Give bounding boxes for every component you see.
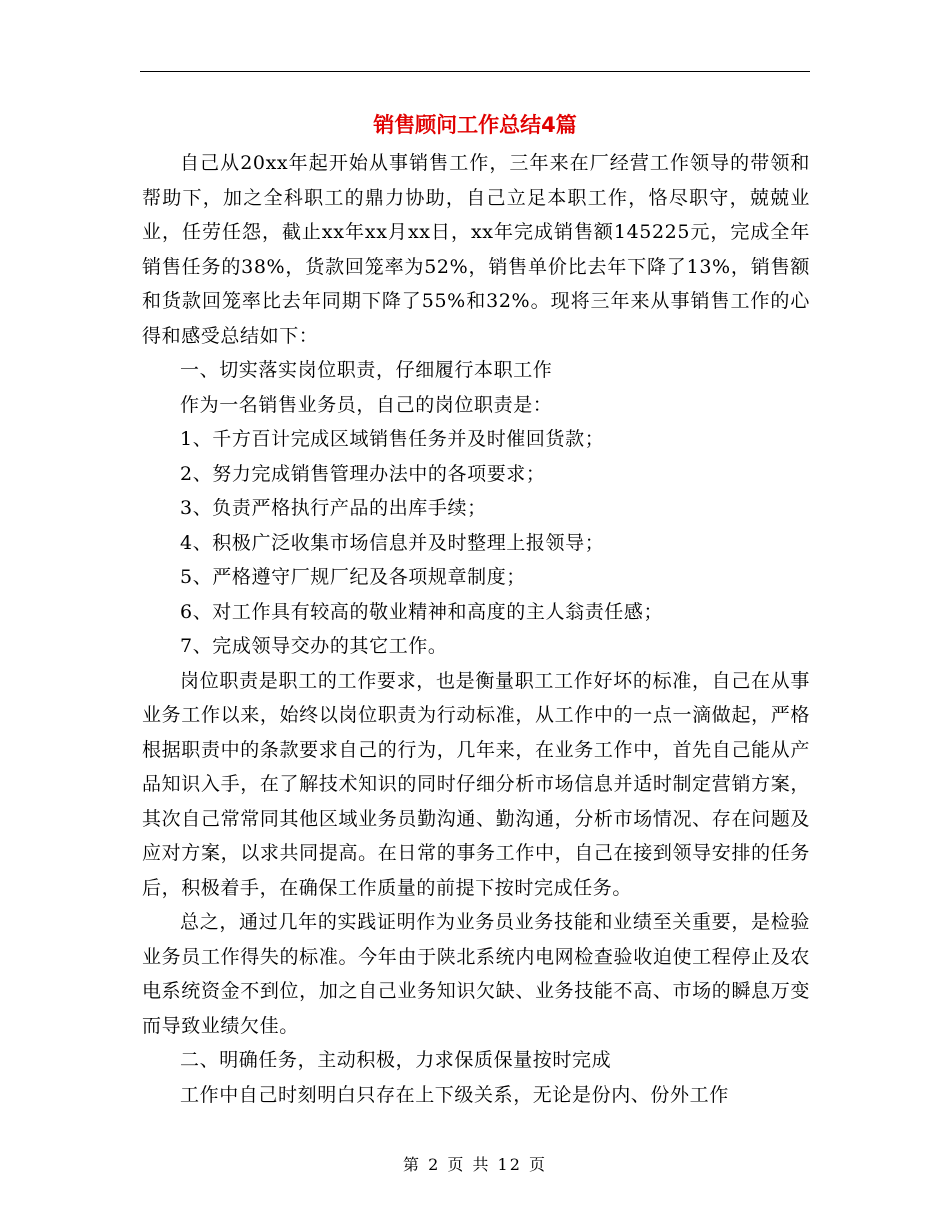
paragraph-intro: 自己从20xx年起开始从事销售工作，三年来在厂经营工作领导的带领和帮助下，加之全科职工的鼎力协助，自己立足本职工作，恪尽职守，兢兢业业，任劳任怨，截止xx年xx月xx日，xx年完成销售额145225元，完成全年销售任务的38%，货款回笼率为52%，销售单价比去年下降了13%，销售额和货款回笼率比去年同期下降了55%和32%。现将三年来从事销售工作的心得和感受总结如下： [142,152,810,347]
list-item-duty-5: 5、严格遵守厂规厂纪及各项规章制度； [180,566,526,588]
paragraph-continued: 工作中自己时刻明白只存在上下级关系，无论是份内、份外工作 [180,1083,729,1106]
page-number-footer: 第 2 页 共 12 页 [403,1155,547,1174]
list-item-duty-3: 3、负责严格执行产品的出库手续； [180,497,487,519]
document-title: 销售顾问工作总结4篇 [373,113,577,137]
list-item-duty-6: 6、对工作具有较高的敬业精神和高度的主人翁责任感； [180,600,664,623]
list-item-duty-7: 7、完成领导交办的其它工作。 [180,635,448,657]
section-heading-1: 一、切实落实岗位职责，仔细履行本职工作 [180,359,553,381]
document-body [142,146,810,1112]
list-item-duty-2: 2、努力完成销售管理办法中的各项要求； [180,462,546,485]
header-rule [140,71,810,72]
section-heading-2: 二、明确任务，主动积极，力求保质保量按时完成 [180,1049,612,1071]
paragraph-summary: 总之，通过几年的实践证明作为业务员业务技能和业绩至关重要，是检验业务员工作得失的标准。今年由于陕北系统内电网检查验收迫使工程停止及农电系统资金不到位，加之自己业务知识欠缺、业务技能不高、市场的瞬息万变而导致业绩欠佳。 [142,911,810,1037]
list-item-duty-4: 4、积极广泛收集市场信息并及时整理上报领导； [180,531,605,554]
paragraph-duties-standard: 岗位职责是职工的工作要求，也是衡量职工工作好坏的标准，自己在从事业务工作以来，始终以岗位职责为行动标准，从工作中的一点一滴做起，严格根据职责中的条款要求自己的行为，几年来，在业务工作中，首先自己能从产品知识入手，在了解技术知识的同时仔细分析市场信息并适时制定营销方案，其次自己常常同其他区域业务员勤沟通、勤沟通，分析市场情况、存在问题及应对方案，以求共同提高。在日常的事务工作中，自己在接到领导安排的任务后，积极着手，在确保工作质量的前提下按时完成任务。 [142,669,810,899]
list-item-duty-1: 1、千方百计完成区域销售任务并及时催回货款； [180,428,605,450]
paragraph-duties-intro: 作为一名销售业务员，自己的岗位职责是： [180,393,553,416]
